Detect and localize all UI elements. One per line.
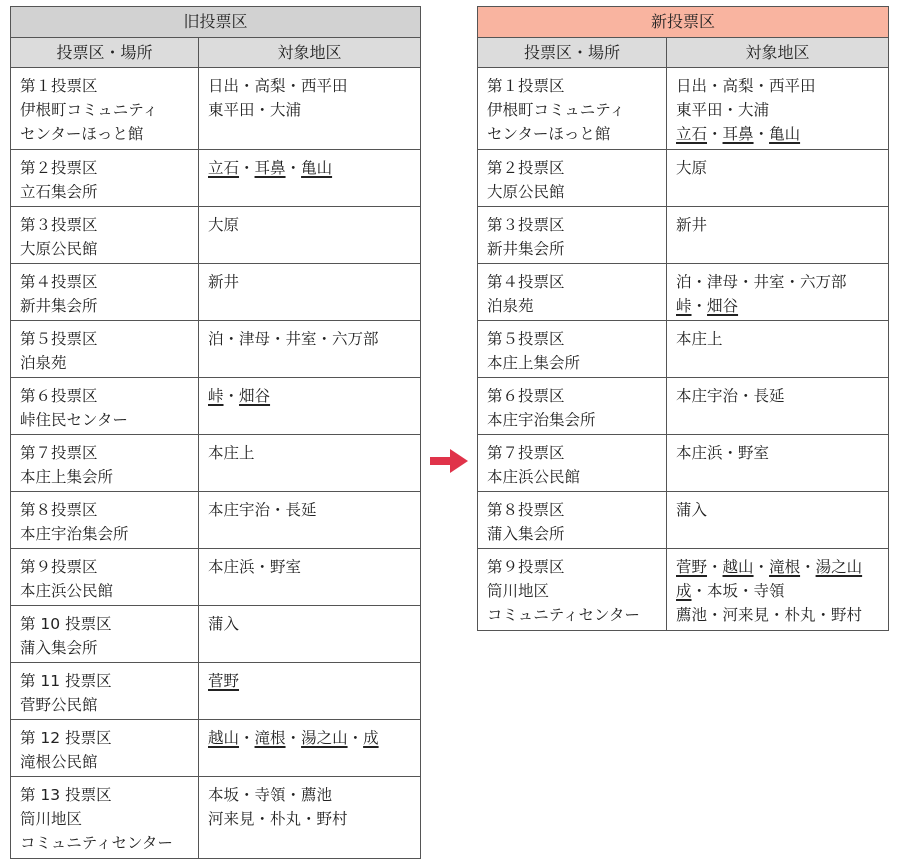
table-row [478,321,889,378]
area-line [208,726,420,750]
table-row [478,492,889,549]
new-table-title: 新投票区 [478,7,889,38]
polling-district-place [11,606,199,663]
polling-district-place [11,378,199,435]
polling-district-place [11,492,199,549]
area-line [208,612,420,636]
changed-area-name: 亀山 [301,159,333,177]
table-row [11,68,421,150]
area-line [208,213,420,237]
area-line [676,270,888,294]
place-line: 第２投票区 [487,159,565,177]
table-row [478,150,889,207]
place-line: 本庄浜公民館 [487,468,581,486]
place-line: 大原公民館 [487,183,565,201]
area-line [208,498,420,522]
changed-area-name: 畑谷 [707,297,739,315]
polling-district-place [478,264,667,321]
changed-area-name: 湯之山 [301,729,348,747]
area-line [208,669,420,693]
area-name: ・ [285,159,302,177]
target-areas [667,321,889,378]
place-line: 本庄上集会所 [20,468,114,486]
changed-area-name: 成 [363,729,379,747]
table-row [478,264,889,321]
old-table-title: 旧投票区 [11,7,421,38]
place-line: 泊泉苑 [487,297,534,315]
area-name: 泊・津母・井室・六万部 [676,273,847,291]
area-name: 泊・津母・井室・六万部 [208,330,379,348]
place-line: 第５投票区 [487,330,565,348]
target-areas [199,492,421,549]
polling-district-place [11,321,199,378]
changed-area-name: 立石 [208,159,240,177]
table-row [478,435,889,492]
place-line: 第９投票区 [20,558,98,576]
area-line [208,441,420,465]
polling-district-place [11,663,199,720]
place-line: 第６投票区 [20,387,98,405]
area-name: 薦池・河来見・朴丸・野村 [676,606,863,624]
place-line: 第７投票区 [20,444,98,462]
area-name: ・ [239,159,255,177]
place-line: 第８投票区 [20,501,98,519]
table-row [11,435,421,492]
changed-area-name: 滝根 [254,729,286,747]
place-line: 第８投票区 [487,501,565,519]
place-line: センターほっと館 [487,125,611,143]
area-name: ・ [285,729,302,747]
changed-area-name: 菅野 [676,558,708,576]
place-line: コミュニティセンター [20,834,173,852]
place-line: 第 10 投票区 [20,615,112,633]
polling-district-place [11,720,199,777]
area-line [208,270,420,294]
place-line: 新井集会所 [487,240,565,258]
area-name: ・ [239,729,255,747]
place-line: 蒲入集会所 [20,639,98,657]
target-areas [199,150,421,207]
new-table-body [478,68,889,631]
place-line: 第７投票区 [487,444,565,462]
area-name: 新井 [676,216,708,234]
polling-district-place [478,207,667,264]
target-areas [667,264,889,321]
area-name: 日出・高梨・西平田 [676,77,816,95]
area-name: 河来見・朴丸・野村 [208,810,348,828]
area-line [208,555,420,579]
changed-area-name: 耳鼻 [254,159,286,177]
target-areas [199,549,421,606]
changed-area-name: 成 [676,582,692,600]
old-table-body [11,68,421,859]
area-name: 本庄宇治・長延 [676,387,785,405]
place-line: 第９投票区 [487,558,565,576]
place-line: 立石集会所 [20,183,98,201]
changed-area-name: 畑谷 [239,387,271,405]
polling-district-place [478,68,667,150]
area-line [676,213,888,237]
place-line: 第２投票区 [20,159,98,177]
place-line: 本庄上集会所 [487,354,581,372]
place-line: 第 13 投票区 [20,786,112,804]
area-name: 本坂・寺領・薦池 [208,786,333,804]
place-line: 第 12 投票区 [20,729,112,747]
polling-district-place [478,549,667,631]
place-line: 筒川地区 [487,582,550,600]
table-row [11,720,421,777]
polling-district-place [11,264,199,321]
target-areas [667,492,889,549]
place-line: 第５投票区 [20,330,98,348]
area-line [676,98,888,122]
place-line: 滝根公民館 [20,753,98,771]
new-col-header-area: 対象地区 [667,38,889,68]
area-line [676,327,888,351]
target-areas [199,606,421,663]
area-name: ・ [347,729,364,747]
target-areas [199,321,421,378]
area-line [676,74,888,98]
changed-area-name: 越山 [722,558,754,576]
target-areas [199,264,421,321]
changed-area-name: 峠 [676,297,692,315]
area-line [676,555,888,579]
area-name: 日出・高梨・西平田 [208,77,348,95]
place-line: 峠住民センター [20,411,128,429]
new-col-header-place: 投票区・場所 [478,38,667,68]
changed-area-name: 亀山 [769,125,801,143]
table-row [11,150,421,207]
old-district-table [10,6,421,859]
area-name: ・本坂・寺領 [691,582,785,600]
table-row [11,663,421,720]
changed-area-name: 立石 [676,125,708,143]
place-line: コミュニティセンター [487,606,640,624]
area-name: 本庄上 [676,330,723,348]
area-name: 本庄宇治・長延 [208,501,317,519]
area-name: 大原 [676,159,708,177]
target-areas [199,207,421,264]
target-areas [667,378,889,435]
table-row [11,606,421,663]
area-name: 本庄浜・野室 [208,558,302,576]
place-line: 第３投票区 [487,216,565,234]
table-row [11,264,421,321]
target-areas [199,720,421,777]
area-name: 本庄上 [208,444,255,462]
polling-district-place [478,321,667,378]
area-line [676,294,888,318]
target-areas [199,378,421,435]
place-line: 第４投票区 [20,273,98,291]
place-line: 本庄宇治集会所 [487,411,596,429]
area-name: 本庄浜・野室 [676,444,770,462]
area-line [208,807,420,831]
area-name: ・ [753,558,770,576]
place-line: 菅野公民館 [20,696,98,714]
polling-district-place [11,150,199,207]
table-row [11,777,421,859]
place-line: 本庄宇治集会所 [20,525,129,543]
target-areas [199,777,421,859]
polling-district-place [478,435,667,492]
target-areas [199,435,421,492]
changed-area-name: 湯之山 [815,558,863,576]
table-row [478,549,889,631]
area-name: ・ [691,297,708,315]
area-line [676,441,888,465]
area-name: 蒲入 [208,615,240,633]
area-line [676,384,888,408]
target-areas [667,435,889,492]
polling-district-place [11,777,199,859]
new-district-table [477,6,889,631]
place-line: 大原公民館 [20,240,98,258]
area-line [208,156,420,180]
place-line: 伊根町コミュニティ [487,101,625,119]
changed-area-name: 峠 [208,387,224,405]
polling-district-place [478,378,667,435]
target-areas [667,68,889,150]
place-line: 第６投票区 [487,387,565,405]
table-row [478,207,889,264]
area-name: 大原 [208,216,240,234]
table-row [11,207,421,264]
area-line [208,98,420,122]
polling-district-place [478,492,667,549]
place-line: 蒲入集会所 [487,525,565,543]
changed-area-name: 菅野 [208,672,240,690]
area-line [676,603,888,627]
area-line [676,156,888,180]
area-line [208,783,420,807]
area-name: ・ [753,125,770,143]
place-line: 第１投票区 [487,77,565,95]
polling-district-place [11,68,199,150]
place-line: 第４投票区 [487,273,565,291]
area-name: ・ [707,125,723,143]
polling-district-place [478,150,667,207]
area-line [676,498,888,522]
area-line [208,74,420,98]
changed-area-name: 耳鼻 [722,125,754,143]
arrow-right-icon [430,449,468,473]
area-name: ・ [707,558,723,576]
table-row [11,549,421,606]
changed-area-name: 滝根 [769,558,801,576]
polling-district-place [11,549,199,606]
table-row [11,378,421,435]
place-line: 第 11 投票区 [20,672,112,690]
target-areas [667,150,889,207]
target-areas [667,207,889,264]
place-line: 本庄浜公民館 [20,582,114,600]
area-name: ・ [223,387,240,405]
area-name: 東平田・大浦 [676,101,770,119]
old-col-header-place: 投票区・場所 [11,38,199,68]
area-line [676,122,888,146]
polling-district-place [11,435,199,492]
place-line: 新井集会所 [20,297,98,315]
area-line [208,384,420,408]
area-name: 新井 [208,273,240,291]
place-line: 第３投票区 [20,216,98,234]
area-name: 東平田・大浦 [208,101,302,119]
place-line: 筒川地区 [20,810,83,828]
changed-area-name: 越山 [208,729,240,747]
table-row [11,492,421,549]
target-areas [199,663,421,720]
old-col-header-area: 対象地区 [199,38,421,68]
table-row [11,321,421,378]
place-line: センターほっと館 [20,125,144,143]
area-line [676,579,888,603]
area-name: 蒲入 [676,501,708,519]
place-line: 伊根町コミュニティ [20,101,158,119]
target-areas [667,549,889,631]
table-row [478,68,889,150]
area-line [208,327,420,351]
area-name: ・ [800,558,816,576]
table-row [478,378,889,435]
place-line: 第１投票区 [20,77,98,95]
polling-district-place [11,207,199,264]
place-line: 泊泉苑 [20,354,67,372]
target-areas [199,68,421,150]
